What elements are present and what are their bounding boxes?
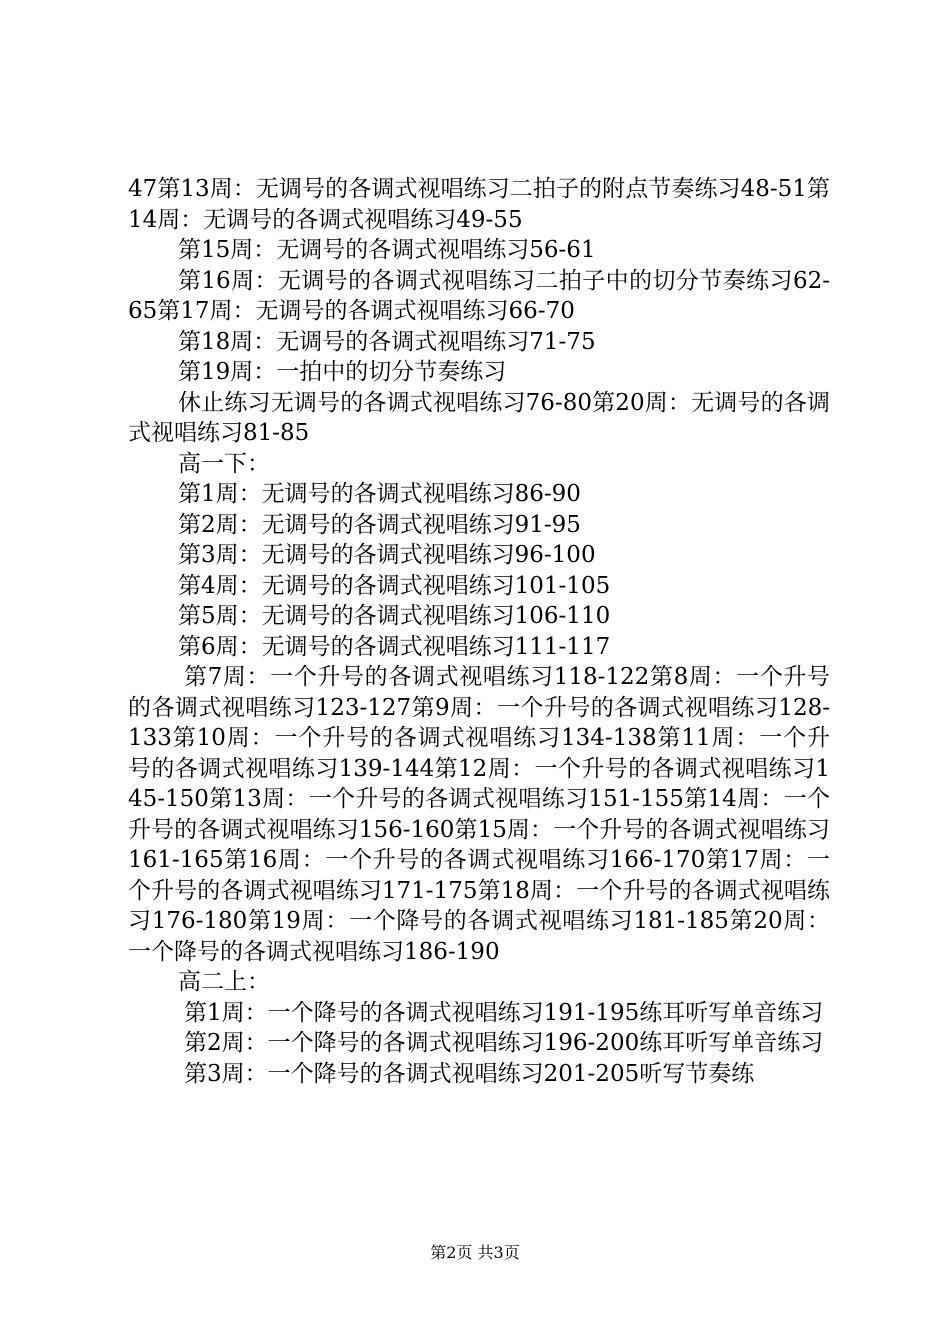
paragraph-2: 第15周：无调号的各调式视唱练习56-61 [178,237,596,263]
paragraph-14: 第7周：一个升号的各调式视唱练习118-122第8周：一个升号的各调式视唱练习123-127第9周：一个升号的各调式视唱练习128-133第10周：一个升号的各调式视唱练习134-138第11周：一个升号的各调式视唱练习139-144第12周：一个升号的各调式视唱练习145-150第13周：一个升号的各调式视唱练习151-155第14周：一个升号的各调式视唱练习156-160第15周：一个升号的各调式视唱练习161-165第16周：一个升号的各调式视唱练习166-170第17周：一个升号的各调式视唱练习171-175第18周：一个升号的各调式视唱练习176-180第19周：一个降号的各调式视唱练习181-185第20周：一个降号的各调式视唱练习186-190 [128,664,830,965]
paragraph-6: 休止练习无调号的各调式视唱练习76-80第20周：无调号的各调式视唱练习81-85 [128,389,830,446]
paragraph-3: 第16周：无调号的各调式视唱练习二拍子中的切分节奏练习62-65第17周：无调号的各调式视唱练习66-70 [128,267,830,324]
section-heading-grade-2-first-term: 高二上： [178,969,270,995]
paragraph-12: 第5周：无调号的各调式视唱练习106-110 [178,603,611,629]
document-body [128,174,830,1089]
paragraph-8: 第1周：无调号的各调式视唱练习86-90 [178,481,581,507]
paragraph-5: 第19周：一拍中的切分节奏练习 [178,359,507,385]
paragraph-4: 第18周：无调号的各调式视唱练习71-75 [178,328,596,355]
paragraph-11: 第4周：无调号的各调式视唱练习101-105 [178,572,611,599]
paragraph-18: 第3周：一个降号的各调式视唱练习201-205听写节奏练 [184,1060,755,1087]
section-heading-grade-1-second-term: 高一下： [178,450,270,477]
paragraph-13: 第6周：无调号的各调式视唱练习111-117 [178,633,611,660]
paragraph-16: 第1周：一个降号的各调式视唱练习191-195练耳听写单音练习 [184,999,824,1026]
page-footer: 第2页 共3页 [430,1243,520,1262]
paragraph-10: 第3周：无调号的各调式视唱练习96-100 [178,542,596,568]
paragraph-1: 47第13周：无调号的各调式视唱练习二拍子的附点节奏练习48-51第14周：无调号的各调式视唱练习49-55 [128,176,830,233]
paragraph-9: 第2周：无调号的各调式视唱练习91-95 [178,511,581,538]
paragraph-17: 第2周：一个降号的各调式视唱练习196-200练耳听写单音练习 [184,1030,824,1056]
